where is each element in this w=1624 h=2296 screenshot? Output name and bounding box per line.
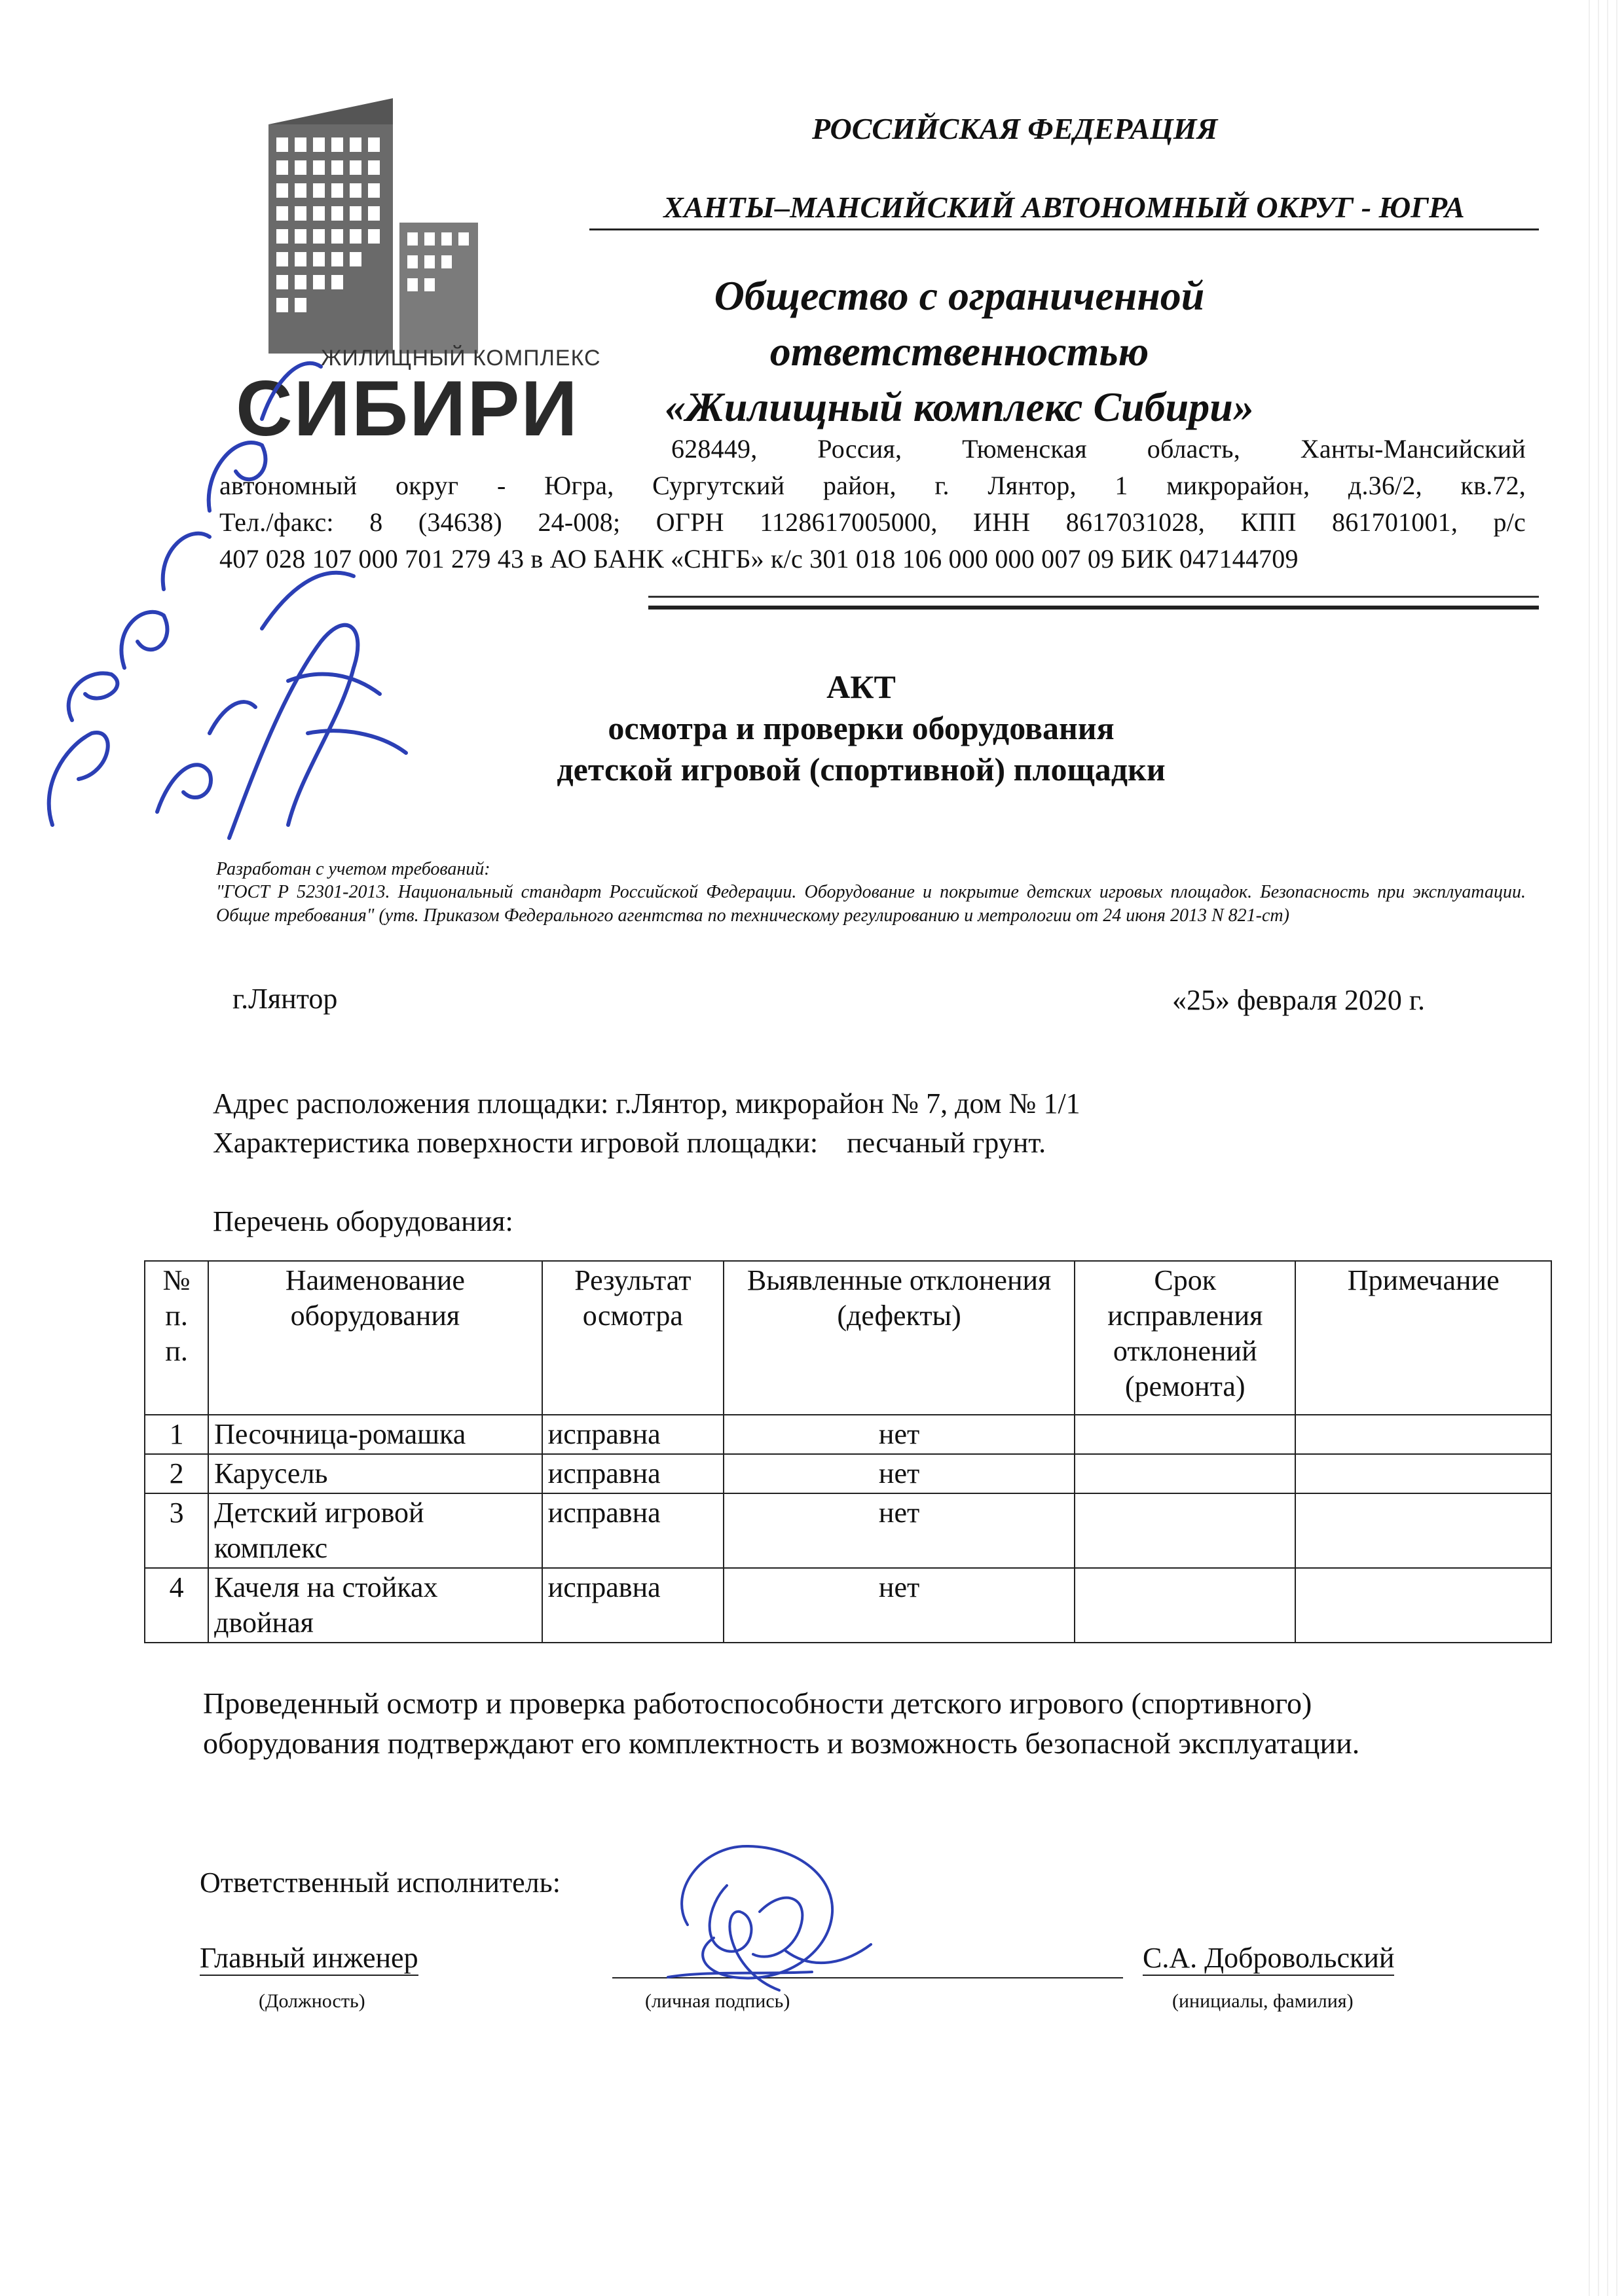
signature-caption: (личная подпись) — [645, 1990, 790, 2012]
document-title: АКТ — [826, 668, 896, 705]
cell-no: 2 — [145, 1454, 208, 1493]
cell-name: Качеля на стойках двойная — [208, 1568, 542, 1643]
header-divider-thin — [648, 596, 1539, 598]
conclusion-line-1: Проведенный осмотр и проверка работоспособности детского игрового (спортивного) — [203, 1686, 1312, 1720]
header-divider-thick — [648, 606, 1539, 610]
cell-no: 3 — [145, 1493, 208, 1568]
address-line-2: автономный округ - Югра, Сургутский район, г. Лянтор, 1 микрорайон, д.36/2, кв.72, — [219, 471, 1526, 500]
equipment-list-title: Перечень оборудования: — [213, 1205, 513, 1237]
place: г.Лянтор — [232, 983, 338, 1015]
cell-result: исправна — [542, 1568, 724, 1643]
table-row — [145, 1415, 1551, 1454]
cell-no: 4 — [145, 1568, 208, 1643]
cell-term — [1075, 1568, 1295, 1643]
col-header-no: № п. п. — [145, 1261, 208, 1415]
requirements-text: "ГОСТ Р 52301-2013. Национальный стандарт Российской Федерации. Оборудование и покрытие детских игровых площадок. Безопасность при эксплуатации. Общие требования" (утв. Приказом Федерального агентства по техническому регулированию и метрологии от 24 июня 2013 N 821-ст) — [216, 882, 1526, 926]
cell-note — [1295, 1493, 1551, 1568]
logo-big-text: СИБИРИ — [236, 365, 579, 452]
cell-term — [1075, 1415, 1295, 1454]
cell-defects: нет — [724, 1493, 1075, 1568]
logo-small-text: ЖИЛИЩНЫЙ КОМПЛЕКС — [321, 346, 601, 371]
cell-result: исправна — [542, 1493, 724, 1568]
region-name: ХАНТЫ–МАНСИЙСКИЙ АВТОНОМНЫЙ ОКРУГ - ЮГРА — [589, 190, 1539, 230]
cell-no: 1 — [145, 1415, 208, 1454]
org-name-line2: ответственностью — [769, 328, 1149, 374]
cell-defects: нет — [724, 1454, 1075, 1493]
responsible-label: Ответственный исполнитель: — [200, 1867, 561, 1899]
country-name: РОССИЙСКАЯ ФЕДЕРАЦИЯ — [812, 112, 1218, 145]
playground-address: Адрес расположения площадки: г.Лянтор, микрорайон № 7, дом № 1/1 — [213, 1087, 1080, 1120]
cell-name: Детский игровой комплекс — [208, 1493, 542, 1568]
col-header-note: Примечание — [1295, 1261, 1551, 1415]
cell-term — [1075, 1493, 1295, 1568]
scan-edge-artifact — [1585, 0, 1624, 2296]
person-name: С.А. Добровольский — [1143, 1941, 1394, 1976]
cell-note — [1295, 1454, 1551, 1493]
col-header-result: Результат осмотра — [542, 1261, 724, 1415]
cell-defects: нет — [724, 1415, 1075, 1454]
cell-term — [1075, 1454, 1295, 1493]
document-subtitle-2: детской игровой (спортивной) площадки — [557, 751, 1166, 788]
document-subtitle-1: осмотра и проверки оборудования — [608, 710, 1115, 746]
table-row — [145, 1493, 1551, 1568]
cell-result: исправна — [542, 1415, 724, 1454]
cell-note — [1295, 1415, 1551, 1454]
cell-result: исправна — [542, 1454, 724, 1493]
cell-defects: нет — [724, 1568, 1075, 1643]
address-line-3: Тел./факс: 8 (34638) 24-008; ОГРН 1128617005000, ИНН 8617031028, КПП 861701001, р/с — [219, 507, 1526, 537]
table-header-row — [145, 1261, 1551, 1415]
col-header-defects: Выявленные отклонения (дефекты) — [724, 1261, 1075, 1415]
org-name-line1: Общество с ограниченной — [714, 272, 1205, 319]
cell-note — [1295, 1568, 1551, 1643]
document-date: «25» февраля 2020 г. — [1172, 984, 1426, 1016]
org-name-line3: «Жилищный комплекс Сибири» — [665, 384, 1254, 430]
table-row — [145, 1568, 1551, 1643]
handwritten-signature — [629, 1820, 904, 2016]
conclusion-line-2: оборудования подтверждают его комплектность и возможность безопасной эксплуатации. — [203, 1726, 1360, 1760]
address-line-1: 628449, Россия, Тюменская область, Ханты-Мансийский — [671, 434, 1526, 464]
col-header-term: Срок исправления отклонений (ремонта) — [1075, 1261, 1295, 1415]
position-caption: (Должность) — [259, 1990, 365, 2012]
cell-name: Карусель — [208, 1454, 542, 1493]
cell-name: Песочница-ромашка — [208, 1415, 542, 1454]
equipment-table — [144, 1260, 1552, 1643]
position-value: Главный инженер — [200, 1941, 418, 1976]
table-row — [145, 1454, 1551, 1493]
address-line-4: 407 028 107 000 701 279 43 в АО БАНК «СНГБ» к/с 301 018 106 000 000 007 09 БИК 047144709 — [219, 544, 1299, 574]
col-header-name: Наименование оборудования — [208, 1261, 542, 1415]
surface-characteristic: Характеристика поверхности игровой площадки: песчаный грунт. — [213, 1127, 1046, 1159]
requirements-label: Разработан с учетом требований: — [216, 859, 490, 879]
name-caption: (инициалы, фамилия) — [1172, 1990, 1354, 2012]
